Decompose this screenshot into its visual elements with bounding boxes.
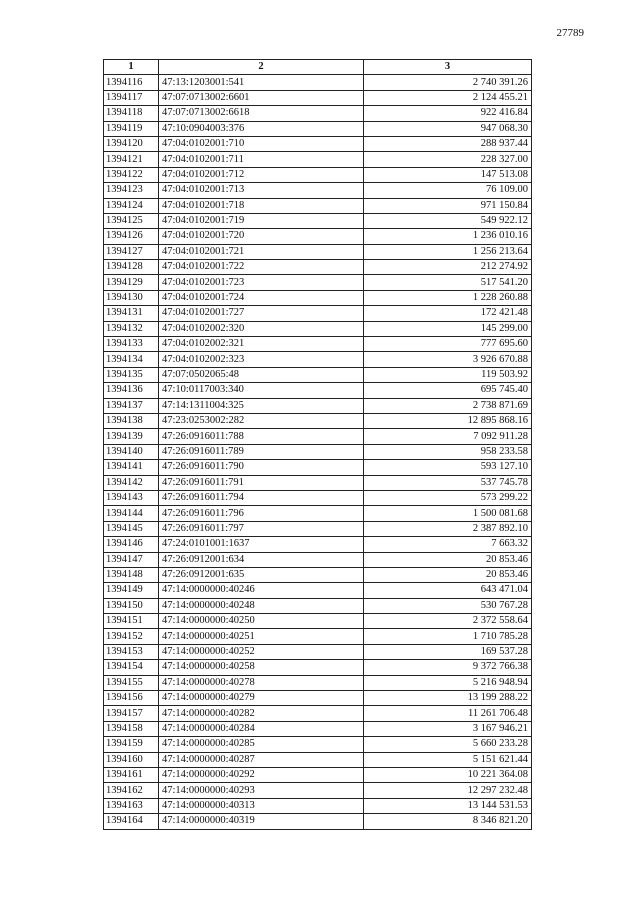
table-row [104, 444, 532, 459]
row-number-cell: 1394123 [104, 183, 159, 198]
row-number-cell: 1394147 [104, 552, 159, 567]
row-number-cell: 1394160 [104, 752, 159, 767]
column-header-2: 2 [159, 60, 364, 75]
row-number-cell: 1394140 [104, 444, 159, 459]
value-cell: 573 299.22 [364, 490, 532, 505]
cadastral-number-cell: 47:04:0102001:724 [159, 290, 364, 305]
value-cell: 695 745.40 [364, 383, 532, 398]
cadastral-number-cell: 47:04:0102001:718 [159, 198, 364, 213]
value-cell: 76 109.00 [364, 183, 532, 198]
row-number-cell: 1394152 [104, 629, 159, 644]
table-row [104, 244, 532, 259]
cadastral-number-cell: 47:26:0916011:796 [159, 506, 364, 521]
row-number-cell: 1394118 [104, 106, 159, 121]
table-row [104, 783, 532, 798]
row-number-cell: 1394125 [104, 213, 159, 228]
value-cell: 20 853.46 [364, 567, 532, 582]
row-number-cell: 1394129 [104, 275, 159, 290]
table-header-row [104, 60, 532, 75]
value-cell: 119 503.92 [364, 367, 532, 382]
cadastral-number-cell: 47:14:0000000:40313 [159, 798, 364, 813]
cadastral-number-cell: 47:14:0000000:40285 [159, 737, 364, 752]
cadastral-number-cell: 47:07:0713002:6618 [159, 106, 364, 121]
cadastral-number-cell: 47:04:0102001:723 [159, 275, 364, 290]
value-cell: 1 500 081.68 [364, 506, 532, 521]
table-row [104, 721, 532, 736]
cadastral-number-cell: 47:26:0916011:790 [159, 460, 364, 475]
row-number-cell: 1394116 [104, 75, 159, 90]
row-number-cell: 1394119 [104, 121, 159, 136]
table-row [104, 429, 532, 444]
table-row [104, 537, 532, 552]
value-cell: 922 416.84 [364, 106, 532, 121]
row-number-cell: 1394133 [104, 337, 159, 352]
cadastral-number-cell: 47:14:0000000:40248 [159, 598, 364, 613]
table-row [104, 275, 532, 290]
value-cell: 7 663.32 [364, 537, 532, 552]
table-row [104, 598, 532, 613]
table-row [104, 583, 532, 598]
value-cell: 11 261 706.48 [364, 706, 532, 721]
value-cell: 2 740 391.26 [364, 75, 532, 90]
value-cell: 5 216 948.94 [364, 675, 532, 690]
column-header-1: 1 [104, 60, 159, 75]
row-number-cell: 1394143 [104, 490, 159, 505]
row-number-cell: 1394128 [104, 260, 159, 275]
row-number-cell: 1394162 [104, 783, 159, 798]
cadastral-number-cell: 47:14:0000000:40293 [159, 783, 364, 798]
value-cell: 13 199 288.22 [364, 691, 532, 706]
table-row [104, 90, 532, 105]
cadastral-number-cell: 47:04:0102001:727 [159, 306, 364, 321]
table-row [104, 490, 532, 505]
value-cell: 947 068.30 [364, 121, 532, 136]
table-row [104, 321, 532, 336]
table-row [104, 337, 532, 352]
row-number-cell: 1394150 [104, 598, 159, 613]
row-number-cell: 1394117 [104, 90, 159, 105]
row-number-cell: 1394134 [104, 352, 159, 367]
row-number-cell: 1394130 [104, 290, 159, 305]
cadastral-number-cell: 47:04:0102001:713 [159, 183, 364, 198]
value-cell: 2 124 455.21 [364, 90, 532, 105]
cadastral-number-cell: 47:26:0912001:634 [159, 552, 364, 567]
table-row [104, 475, 532, 490]
row-number-cell: 1394153 [104, 644, 159, 659]
row-number-cell: 1394156 [104, 691, 159, 706]
cadastral-number-cell: 47:26:0916011:794 [159, 490, 364, 505]
cadastral-number-cell: 47:04:0102002:323 [159, 352, 364, 367]
value-cell: 147 513.08 [364, 167, 532, 182]
table-header [104, 60, 532, 75]
table-row [104, 183, 532, 198]
row-number-cell: 1394124 [104, 198, 159, 213]
cadastral-number-cell: 47:10:0904003:376 [159, 121, 364, 136]
table-row [104, 198, 532, 213]
row-number-cell: 1394145 [104, 521, 159, 536]
row-number-cell: 1394141 [104, 460, 159, 475]
table-row [104, 706, 532, 721]
cadastral-number-cell: 47:13:1203001:541 [159, 75, 364, 90]
cadastral-number-cell: 47:04:0102002:321 [159, 337, 364, 352]
value-cell: 593 127.10 [364, 460, 532, 475]
value-cell: 212 274.92 [364, 260, 532, 275]
row-number-cell: 1394135 [104, 367, 159, 382]
row-number-cell: 1394138 [104, 413, 159, 428]
value-cell: 3 926 670.88 [364, 352, 532, 367]
table-row [104, 691, 532, 706]
row-number-cell: 1394131 [104, 306, 159, 321]
cadastral-number-cell: 47:14:0000000:40284 [159, 721, 364, 736]
table-row [104, 814, 532, 829]
value-cell: 5 660 233.28 [364, 737, 532, 752]
cadastral-number-cell: 47:07:0713002:6601 [159, 90, 364, 105]
value-cell: 537 745.78 [364, 475, 532, 490]
table-row [104, 675, 532, 690]
table-row [104, 521, 532, 536]
value-cell: 12 297 232.48 [364, 783, 532, 798]
row-number-cell: 1394136 [104, 383, 159, 398]
value-cell: 2 387 892.10 [364, 521, 532, 536]
value-cell: 1 256 213.64 [364, 244, 532, 259]
row-number-cell: 1394139 [104, 429, 159, 444]
table-row [104, 506, 532, 521]
cadastral-number-cell: 47:14:0000000:40282 [159, 706, 364, 721]
cadastral-number-cell: 47:14:0000000:40258 [159, 660, 364, 675]
value-cell: 172 421.48 [364, 306, 532, 321]
cadastral-number-cell: 47:24:0101001:1637 [159, 537, 364, 552]
column-header-3: 3 [364, 60, 532, 75]
value-cell: 169 537.28 [364, 644, 532, 659]
row-number-cell: 1394158 [104, 721, 159, 736]
cadastral-number-cell: 47:26:0912001:635 [159, 567, 364, 582]
cadastral-number-cell: 47:10:0117003:340 [159, 383, 364, 398]
cadastral-number-cell: 47:14:1311004:325 [159, 398, 364, 413]
table-row [104, 398, 532, 413]
cadastral-number-cell: 47:14:0000000:40279 [159, 691, 364, 706]
row-number-cell: 1394148 [104, 567, 159, 582]
table-row [104, 644, 532, 659]
row-number-cell: 1394127 [104, 244, 159, 259]
value-cell: 2 372 558.64 [364, 614, 532, 629]
table-row [104, 552, 532, 567]
value-cell: 12 895 868.16 [364, 413, 532, 428]
cadastral-number-cell: 47:14:0000000:40252 [159, 644, 364, 659]
cadastral-number-cell: 47:26:0916011:791 [159, 475, 364, 490]
table-row [104, 413, 532, 428]
table-row [104, 460, 532, 475]
row-number-cell: 1394155 [104, 675, 159, 690]
table-row [104, 567, 532, 582]
table-row [104, 798, 532, 813]
row-number-cell: 1394151 [104, 614, 159, 629]
value-cell: 971 150.84 [364, 198, 532, 213]
cadastral-number-cell: 47:14:0000000:40319 [159, 814, 364, 829]
value-cell: 5 151 621.44 [364, 752, 532, 767]
value-cell: 20 853.46 [364, 552, 532, 567]
cadastral-number-cell: 47:07:0502065:48 [159, 367, 364, 382]
table-row [104, 121, 532, 136]
row-number-cell: 1394120 [104, 136, 159, 151]
cadastral-number-cell: 47:14:0000000:40292 [159, 767, 364, 782]
table-row [104, 383, 532, 398]
cadastral-number-cell: 47:26:0916011:797 [159, 521, 364, 536]
cadastral-number-cell: 47:04:0102001:710 [159, 136, 364, 151]
table-row [104, 106, 532, 121]
table-body [104, 75, 532, 829]
cadastral-number-cell: 47:04:0102001:720 [159, 229, 364, 244]
value-cell: 777 695.60 [364, 337, 532, 352]
table-row [104, 767, 532, 782]
table-row [104, 367, 532, 382]
row-number-cell: 1394146 [104, 537, 159, 552]
row-number-cell: 1394144 [104, 506, 159, 521]
value-cell: 2 738 871.69 [364, 398, 532, 413]
table-row [104, 213, 532, 228]
value-cell: 10 221 364.08 [364, 767, 532, 782]
value-cell: 228 327.00 [364, 152, 532, 167]
row-number-cell: 1394164 [104, 814, 159, 829]
row-number-cell: 1394154 [104, 660, 159, 675]
value-cell: 958 233.58 [364, 444, 532, 459]
row-number-cell: 1394149 [104, 583, 159, 598]
value-cell: 1 236 010.16 [364, 229, 532, 244]
table-row [104, 752, 532, 767]
value-cell: 643 471.04 [364, 583, 532, 598]
table-row [104, 660, 532, 675]
row-number-cell: 1394161 [104, 767, 159, 782]
table-row [104, 260, 532, 275]
value-cell: 288 937.44 [364, 136, 532, 151]
table-row [104, 306, 532, 321]
table-row [104, 614, 532, 629]
row-number-cell: 1394121 [104, 152, 159, 167]
table-row [104, 152, 532, 167]
value-cell: 7 092 911.28 [364, 429, 532, 444]
table-row [104, 737, 532, 752]
value-cell: 517 541.20 [364, 275, 532, 290]
value-cell: 530 767.28 [364, 598, 532, 613]
row-number-cell: 1394142 [104, 475, 159, 490]
cadastral-number-cell: 47:14:0000000:40251 [159, 629, 364, 644]
page-number: 27789 [556, 27, 584, 39]
row-number-cell: 1394159 [104, 737, 159, 752]
data-table [103, 59, 532, 830]
cadastral-number-cell: 47:14:0000000:40250 [159, 614, 364, 629]
cadastral-number-cell: 47:14:0000000:40246 [159, 583, 364, 598]
value-cell: 549 922.12 [364, 213, 532, 228]
cadastral-number-cell: 47:26:0916011:789 [159, 444, 364, 459]
value-cell: 1 710 785.28 [364, 629, 532, 644]
table-row [104, 290, 532, 305]
value-cell: 13 144 531.53 [364, 798, 532, 813]
value-cell: 145 299.00 [364, 321, 532, 336]
cadastral-number-cell: 47:04:0102001:711 [159, 152, 364, 167]
table-row [104, 229, 532, 244]
cadastral-number-cell: 47:04:0102001:722 [159, 260, 364, 275]
table-row [104, 352, 532, 367]
cadastral-number-cell: 47:26:0916011:788 [159, 429, 364, 444]
table-row [104, 75, 532, 90]
value-cell: 1 228 260.88 [364, 290, 532, 305]
cadastral-number-cell: 47:04:0102001:721 [159, 244, 364, 259]
cadastral-number-cell: 47:14:0000000:40278 [159, 675, 364, 690]
row-number-cell: 1394132 [104, 321, 159, 336]
cadastral-number-cell: 47:14:0000000:40287 [159, 752, 364, 767]
cadastral-number-cell: 47:04:0102002:320 [159, 321, 364, 336]
row-number-cell: 1394157 [104, 706, 159, 721]
cadastral-number-cell: 47:04:0102001:712 [159, 167, 364, 182]
table-row [104, 167, 532, 182]
cadastral-number-cell: 47:23:0253002:282 [159, 413, 364, 428]
table-row [104, 136, 532, 151]
table-row [104, 629, 532, 644]
row-number-cell: 1394122 [104, 167, 159, 182]
value-cell: 9 372 766.38 [364, 660, 532, 675]
cadastral-number-cell: 47:04:0102001:719 [159, 213, 364, 228]
value-cell: 3 167 946.21 [364, 721, 532, 736]
value-cell: 8 346 821.20 [364, 814, 532, 829]
row-number-cell: 1394137 [104, 398, 159, 413]
row-number-cell: 1394163 [104, 798, 159, 813]
row-number-cell: 1394126 [104, 229, 159, 244]
